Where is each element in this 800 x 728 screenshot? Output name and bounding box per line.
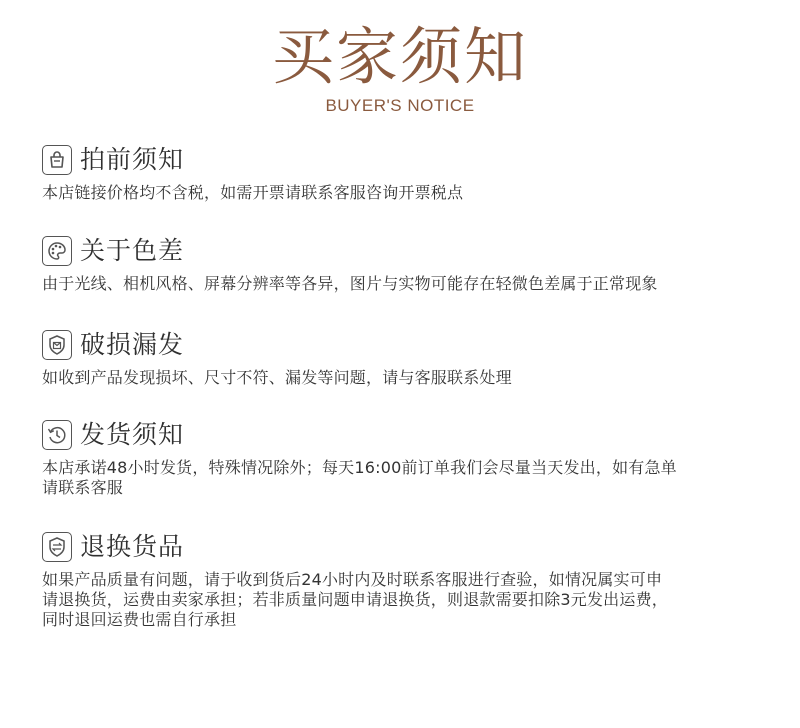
shopping-bag-icon xyxy=(42,145,72,175)
header xyxy=(0,22,800,116)
text-line: 由于光线、相机风格、屏幕分辨率等各异，图片与实物可能存在轻微色差属于正常现象 xyxy=(42,274,658,293)
text-line: 请联系客服 xyxy=(42,478,124,497)
section-text xyxy=(42,183,762,203)
section-title: 发货须知 xyxy=(80,420,185,449)
text-line: 如果产品质量有问题，请于收到货后24小时内及时联系客服进行查验，如情况属实可申 xyxy=(42,570,663,589)
text-line: 如收到产品发现损坏、尺寸不符、漏发等问题，请与客服联系处理 xyxy=(42,368,512,387)
section-title: 拍前须知 xyxy=(80,145,185,174)
section-text xyxy=(42,368,762,388)
section-pre-purchase xyxy=(42,142,762,203)
section-text xyxy=(42,458,762,498)
text-line: 请退换货，运费由卖家承担；若非质量问题申请退换货，则退款需要扣除3元发出运费， xyxy=(42,590,668,609)
section-text xyxy=(42,274,762,294)
page-subtitle: BUYER'S NOTICE xyxy=(325,96,475,115)
section-title: 破损漏发 xyxy=(80,330,185,359)
section-header xyxy=(42,417,762,453)
section-returns xyxy=(42,529,762,630)
section-title: 退换货品 xyxy=(80,532,185,561)
section-header xyxy=(42,142,762,178)
palette-icon xyxy=(42,236,72,266)
clock-history-icon xyxy=(42,420,72,450)
text-line: 同时退回运费也需自行承担 xyxy=(42,610,237,629)
section-color-difference xyxy=(42,233,762,294)
section-header xyxy=(42,327,762,363)
shield-mail-icon xyxy=(42,330,72,360)
section-damage-missing xyxy=(42,327,762,388)
section-header xyxy=(42,233,762,269)
text-line: 本店链接价格均不含税，如需开票请联系客服咨询开票税点 xyxy=(42,183,464,202)
exchange-shield-icon xyxy=(42,532,72,562)
section-title: 关于色差 xyxy=(80,236,185,265)
section-shipping xyxy=(42,417,762,498)
section-text xyxy=(42,570,762,630)
section-header xyxy=(42,529,762,565)
text-line: 本店承诺48小时发货，特殊情况除外；每天16:00前订单我们会尽量当天发出，如有急单 xyxy=(42,458,677,477)
page-title: 买家须知 xyxy=(271,20,528,93)
